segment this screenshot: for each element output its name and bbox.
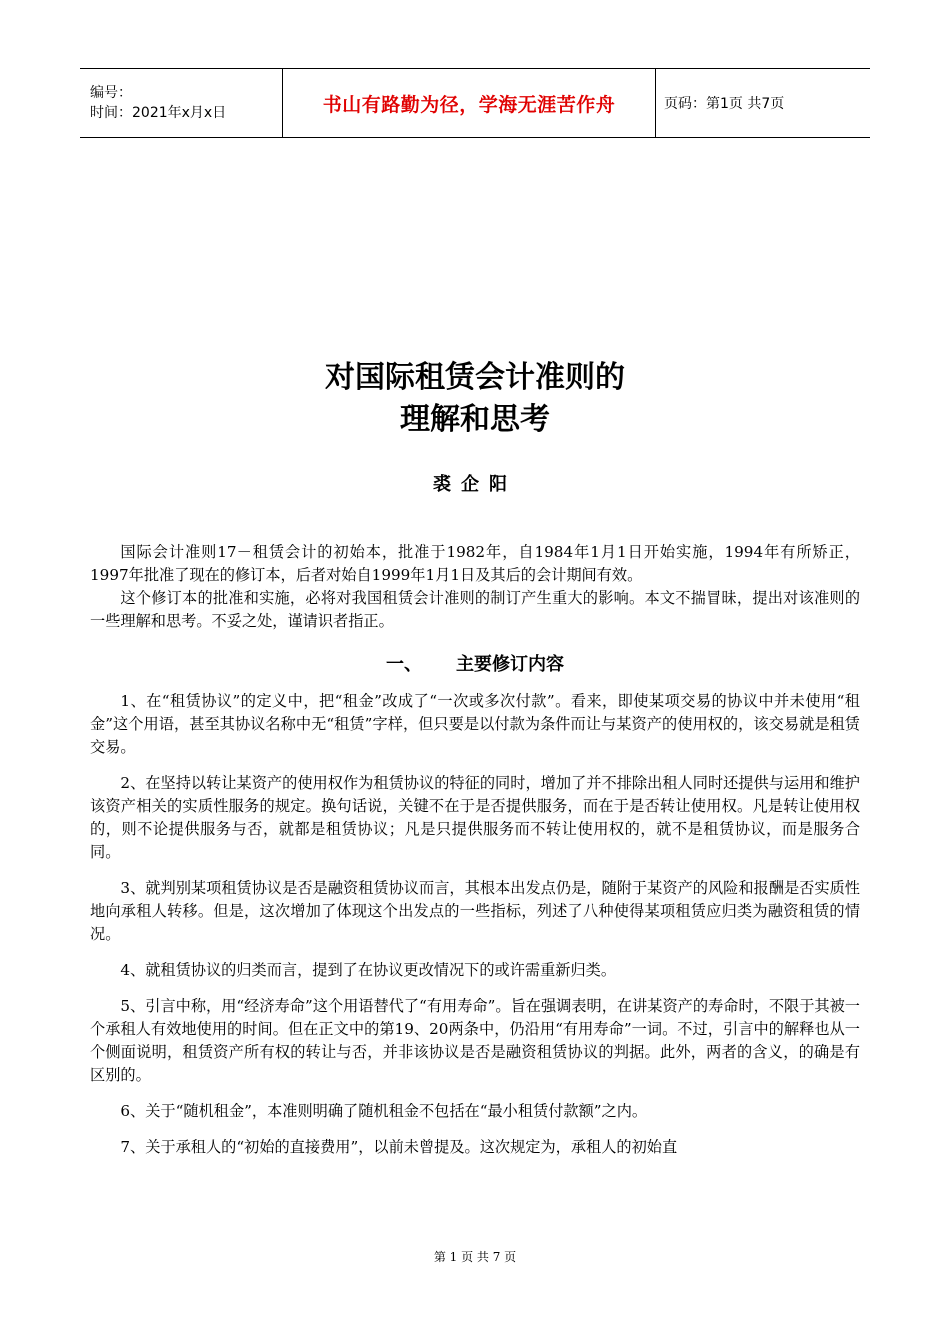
- page-footer: 第 1 页 共 7 页: [433, 1250, 517, 1264]
- document-number-label: 编号：: [90, 85, 132, 101]
- header-page-cell: [656, 69, 784, 137]
- document-date-label: 时间：2021年x月x日: [90, 105, 227, 121]
- header-motto: 书山有路勤为径，学海无涯苦作舟: [322, 93, 616, 116]
- document-body: [90, 541, 860, 1159]
- list-item: 1、在“租赁协议”的定义中，把“租金”改成了“一次或多次付款”。看来，即使某项交易的协议中并未使用“租金”这个用语，甚至其协议名称中无“租赁”字样，但只要是以付款为条件而让与某资产的使用权的，该交易就是租赁交易。: [90, 692, 860, 756]
- document-title-line-2: 理解和思考: [400, 402, 550, 437]
- list-item: 6、关于“随机租金”，本准则明确了随机租金不包括在“最小租赁付款额”之内。: [120, 1102, 648, 1120]
- header-page-label: 页码：第1页 共7页: [664, 96, 785, 112]
- list-item: 3、就判别某项租赁协议是否是融资租赁协议而言，其根本出发点仍是，随附于某资产的风险和报酬是否实质性地向承租人转移。但是，这次增加了体现这个出发点的一些指标，列述了八种使得某项租赁应归类为融资租赁的情况。: [90, 879, 860, 943]
- section-number: 一、: [386, 654, 422, 675]
- list-item: 2、在坚持以转让某资产的使用权作为租赁协议的特征的同时，增加了并不排除出租人同时还提供与运用和维护该资产相关的实质性服务的规定。换句话说，关键不在于是否提供服务，而在于是否转让使用权。凡是转让使用权的，则不论提供服务与否，就都是租赁协议；凡是只提供服务而不转让使用权的，就不是租赁协议，而是服务合同。: [90, 774, 860, 861]
- list-item: 4、就租赁协议的归类而言，提到了在协议更改情况下的或许需重新归类。: [120, 961, 617, 979]
- header-meta: [80, 69, 282, 137]
- intro-paragraph: 国际会计准则17－租赁会计的初始本，批准于1982年，自1984年1月1日开始实施，1994年有所矫正，1997年批准了现在的修订本，后者对始自1999年1月1日及其后的会计期间有效。: [90, 543, 860, 584]
- header-motto-cell: [282, 69, 656, 137]
- section-heading: [90, 653, 860, 676]
- list-item: 5、引言中称，用“经济寿命”这个用语替代了“有用寿命”。旨在强调表明，在讲某资产的寿命时，不限于其被一个承租人有效地使用的时间。但在正文中的第19、20两条中，仍沿用“有用寿命”一词。不过，引言中的解释也从一个侧面说明，租赁资产所有权的转让与否，并非该协议是否是融资租赁协议的判据。此外，两者的含义，的确是有区别的。: [90, 997, 860, 1084]
- page-header: [80, 68, 870, 138]
- list-item: 7、关于承租人的“初始的直接费用”，以前未曾提及。这次规定为，承租人的初始直: [120, 1138, 678, 1156]
- author-name: 裘企阳: [433, 474, 517, 495]
- intro-paragraph: 这个修订本的批准和实施，必将对我国租赁会计准则的制订产生重大的影响。本文不揣冒昧，提出对该准则的一些理解和思考。不妥之处，谨请识者指正。: [90, 589, 860, 630]
- document-title-line-1: 对国际租赁会计准则的: [325, 360, 625, 395]
- section-title: 主要修订内容: [456, 654, 564, 675]
